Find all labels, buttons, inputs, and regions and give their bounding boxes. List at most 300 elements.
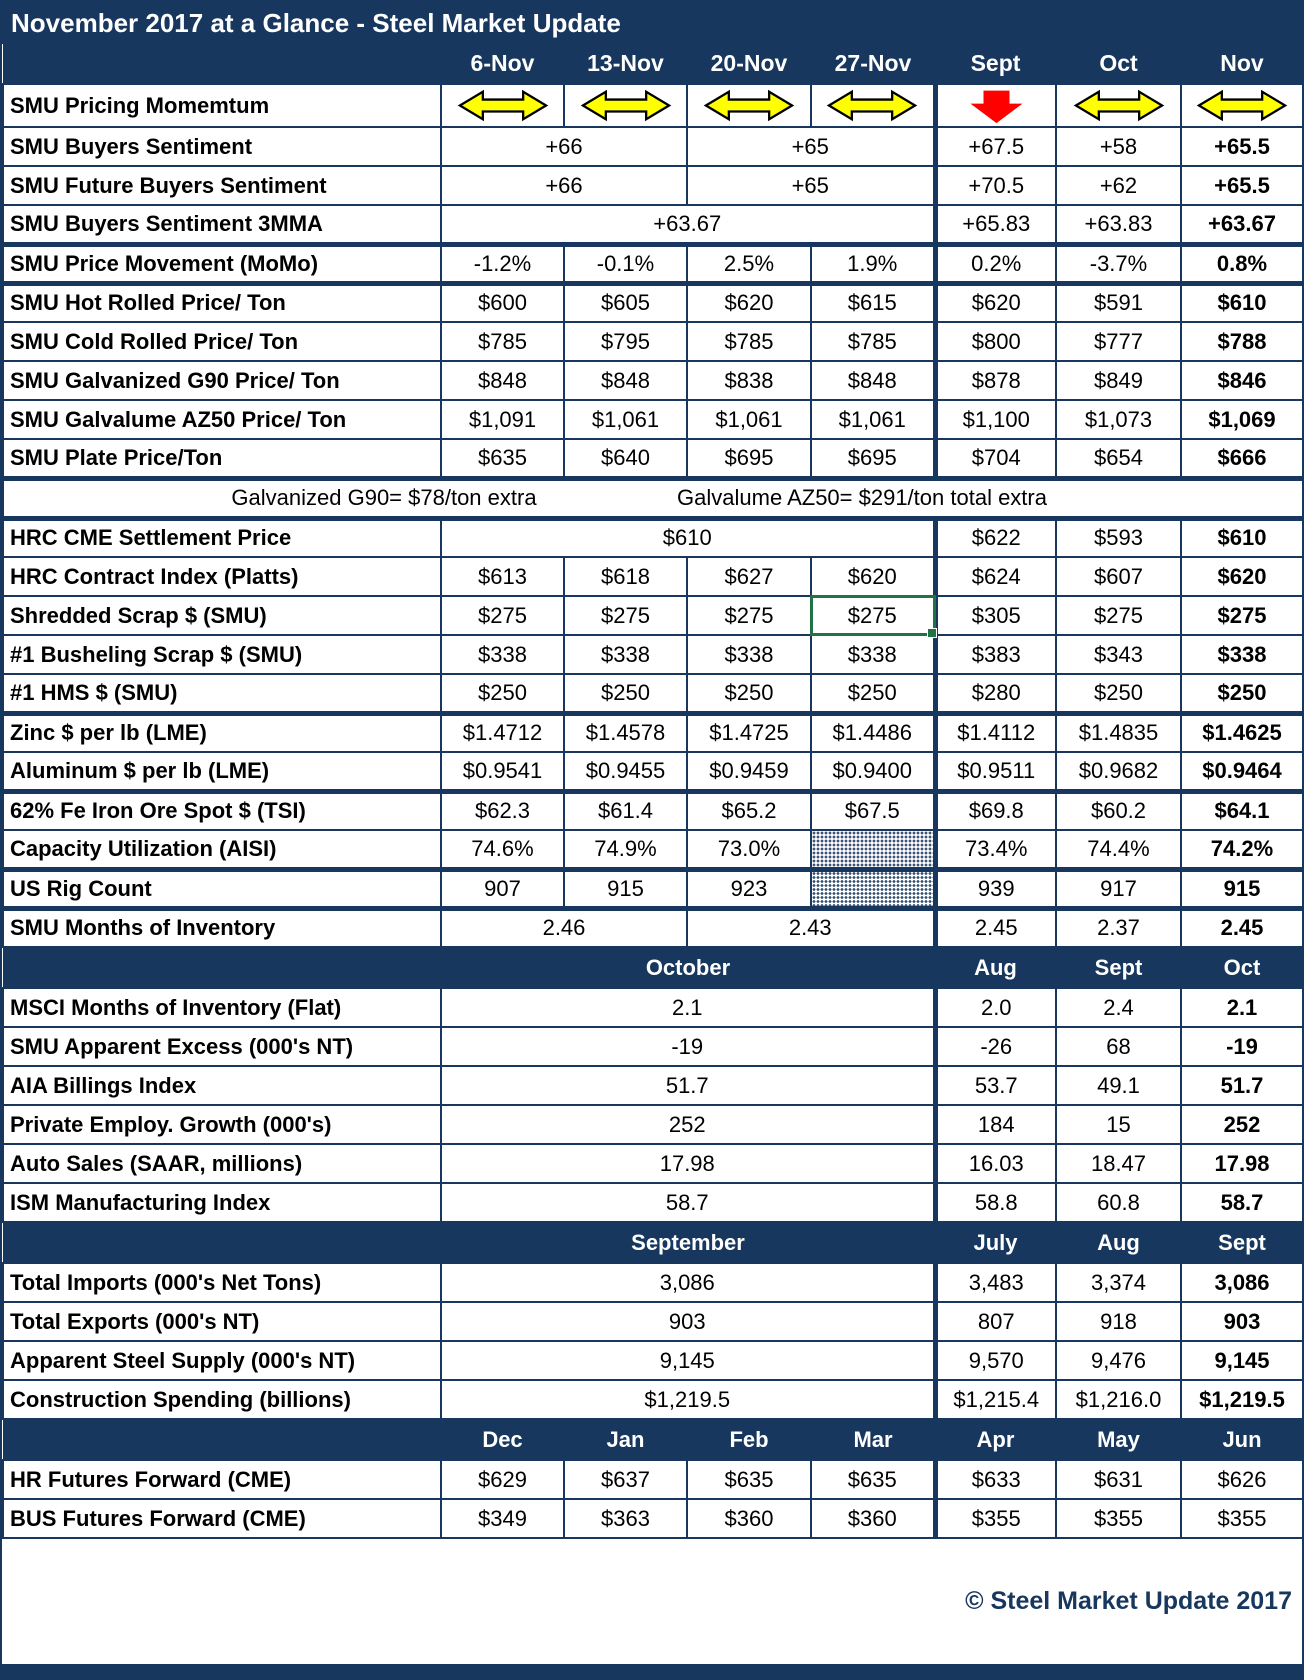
period-header-cell: Mar (811, 1419, 935, 1460)
value-cell[interactable]: $69.8 (935, 791, 1056, 830)
market-table (2, 44, 1304, 1539)
row-label[interactable]: Total Exports (000's NT) (3, 1302, 441, 1341)
value-cell[interactable]: $0.9511 (935, 752, 1056, 791)
flat-arrow-icon (579, 89, 673, 122)
value-cell[interactable]: $67.5 (811, 791, 935, 830)
momentum-cell[interactable] (564, 84, 687, 127)
value-cell[interactable]: $349 (441, 1499, 564, 1538)
down-arrow-icon (968, 86, 1025, 125)
value-cell[interactable]: $635 (811, 1460, 935, 1499)
value-cell[interactable]: 2.1 (1181, 988, 1303, 1027)
value-cell[interactable]: $607 (1056, 557, 1181, 596)
period-header-cell: May (1056, 1419, 1181, 1460)
value-cell[interactable]: +66 (441, 127, 687, 166)
value-cell[interactable]: $695 (811, 439, 935, 478)
row-label[interactable]: SMU Galvalume AZ50 Price/ Ton (3, 400, 441, 439)
extras-note-cell[interactable] (3, 478, 1303, 518)
period-header-blank-cell (3, 1419, 441, 1460)
value-cell[interactable]: $355 (1181, 1499, 1303, 1538)
value-cell[interactable]: +66 (441, 166, 687, 205)
value-cell[interactable]: $338 (687, 635, 811, 674)
period-header-cell: Aug (1056, 1222, 1181, 1263)
value-cell[interactable]: 184 (935, 1105, 1056, 1144)
value-cell[interactable]: $605 (564, 283, 687, 322)
value-cell[interactable]: 907 (441, 869, 564, 908)
value-cell[interactable]: 68 (1056, 1027, 1181, 1066)
period-header-cell: Dec (441, 1419, 564, 1460)
value-cell[interactable]: 939 (935, 869, 1056, 908)
value-cell[interactable]: $275 (441, 596, 564, 635)
value-cell[interactable]: $1.4578 (564, 713, 687, 752)
period-header-cell: Feb (687, 1419, 811, 1460)
value-cell[interactable]: 0.2% (935, 244, 1056, 283)
value-cell[interactable]: 3,483 (935, 1263, 1056, 1302)
value-cell[interactable]: $620 (935, 283, 1056, 322)
value-cell[interactable]: 903 (441, 1302, 935, 1341)
no-data-hatched-cell[interactable] (811, 869, 935, 908)
value-cell[interactable]: 9,570 (935, 1341, 1056, 1380)
row-label[interactable]: #1 Busheling Scrap $ (SMU) (3, 635, 441, 674)
value-cell[interactable]: $280 (935, 674, 1056, 713)
value-cell[interactable]: $275 (1181, 596, 1303, 635)
value-cell[interactable]: +67.5 (935, 127, 1056, 166)
period-header-cell: Jan (564, 1419, 687, 1460)
value-cell[interactable]: $610 (441, 518, 935, 557)
value-cell[interactable]: 3,086 (441, 1263, 935, 1302)
table-row (3, 596, 1303, 635)
value-cell[interactable]: 252 (441, 1105, 935, 1144)
value-cell[interactable]: 49.1 (1056, 1066, 1181, 1105)
period-header-blank-cell (3, 1222, 441, 1263)
value-cell[interactable]: $0.9400 (811, 752, 935, 791)
value-cell[interactable]: 9,145 (1181, 1341, 1303, 1380)
value-cell[interactable]: $1,219.5 (1181, 1380, 1303, 1419)
table-row (3, 908, 1303, 947)
row-label[interactable]: MSCI Months of Inventory (Flat) (3, 988, 441, 1027)
row-label[interactable]: SMU Future Buyers Sentiment (3, 166, 441, 205)
value-cell[interactable]: $666 (1181, 439, 1303, 478)
table-row (3, 1460, 1303, 1499)
flat-arrow-icon (825, 89, 919, 122)
value-cell[interactable]: +65.5 (1181, 166, 1303, 205)
value-cell[interactable]: +65 (687, 166, 935, 205)
value-cell[interactable]: -19 (1181, 1027, 1303, 1066)
row-label[interactable]: SMU Cold Rolled Price/ Ton (3, 322, 441, 361)
value-cell[interactable]: 2.43 (687, 908, 935, 947)
momentum-cell[interactable] (935, 84, 1056, 127)
value-cell[interactable]: 0.8% (1181, 244, 1303, 283)
value-cell[interactable]: +63.67 (1181, 205, 1303, 244)
table-row (3, 830, 1303, 869)
value-cell[interactable]: $1,061 (811, 400, 935, 439)
row-label[interactable]: HR Futures Forward (CME) (3, 1460, 441, 1499)
column-header: 13-Nov (564, 44, 687, 84)
value-cell[interactable]: $785 (441, 322, 564, 361)
period-header-cell: Aug (935, 947, 1056, 988)
row-label[interactable]: Construction Spending (billions) (3, 1380, 441, 1419)
value-cell[interactable]: 1.9% (811, 244, 935, 283)
value-cell[interactable]: $360 (811, 1499, 935, 1538)
row-label[interactable]: SMU Pricing Momemtum (3, 84, 441, 127)
period-header-cell: Sept (1056, 947, 1181, 988)
period-header-cell: Apr (935, 1419, 1056, 1460)
row-label[interactable]: SMU Plate Price/Ton (3, 439, 441, 478)
row-label[interactable]: Aluminum $ per lb (LME) (3, 752, 441, 791)
value-cell[interactable]: $1.4835 (1056, 713, 1181, 752)
value-cell[interactable]: $250 (1181, 674, 1303, 713)
value-cell[interactable]: 2.45 (935, 908, 1056, 947)
column-header-row (3, 44, 1303, 84)
value-cell[interactable]: $250 (1056, 674, 1181, 713)
value-cell[interactable]: $640 (564, 439, 687, 478)
value-cell[interactable]: 917 (1056, 869, 1181, 908)
period-header-row (3, 947, 1303, 988)
value-cell[interactable]: +63.67 (441, 205, 935, 244)
value-cell[interactable]: 9,145 (441, 1341, 935, 1380)
period-header-cell: Sept (1181, 1222, 1303, 1263)
row-label[interactable]: ISM Manufacturing Index (3, 1183, 441, 1222)
value-cell[interactable]: 73.0% (687, 830, 811, 869)
value-cell[interactable]: 9,476 (1056, 1341, 1181, 1380)
row-label[interactable]: Shredded Scrap $ (SMU) (3, 596, 441, 635)
value-cell[interactable]: $613 (441, 557, 564, 596)
row-label[interactable]: SMU Apparent Excess (000's NT) (3, 1027, 441, 1066)
value-cell[interactable]: $363 (564, 1499, 687, 1538)
value-cell[interactable]: $1.4725 (687, 713, 811, 752)
value-cell[interactable]: $343 (1056, 635, 1181, 674)
value-cell[interactable]: $620 (687, 283, 811, 322)
value-cell[interactable]: $338 (564, 635, 687, 674)
row-label[interactable]: SMU Buyers Sentiment (3, 127, 441, 166)
value-cell[interactable]: 18.47 (1056, 1144, 1181, 1183)
table-row (3, 1066, 1303, 1105)
table-row (3, 1380, 1303, 1419)
table-row (3, 84, 1303, 127)
value-cell[interactable]: $785 (687, 322, 811, 361)
value-cell[interactable]: $800 (935, 322, 1056, 361)
value-cell[interactable]: 903 (1181, 1302, 1303, 1341)
momentum-cell[interactable] (1181, 84, 1303, 127)
period-header-blank-cell (3, 947, 441, 988)
row-label[interactable]: SMU Hot Rolled Price/ Ton (3, 283, 441, 322)
value-cell[interactable]: $275 (687, 596, 811, 635)
table-row (3, 988, 1303, 1027)
table-row (3, 205, 1303, 244)
value-cell[interactable]: $878 (935, 361, 1056, 400)
value-cell[interactable]: 15 (1056, 1105, 1181, 1144)
value-cell[interactable]: $250 (564, 674, 687, 713)
table-row (3, 674, 1303, 713)
value-cell[interactable]: 51.7 (441, 1066, 935, 1105)
value-cell[interactable]: 2.37 (1056, 908, 1181, 947)
value-cell[interactable]: $620 (811, 557, 935, 596)
table-row (3, 1263, 1303, 1302)
table-row (3, 791, 1303, 830)
value-cell[interactable]: $848 (441, 361, 564, 400)
value-cell[interactable]: $627 (687, 557, 811, 596)
value-cell[interactable]: $275 (564, 596, 687, 635)
value-cell[interactable]: $65.2 (687, 791, 811, 830)
table-row (3, 713, 1303, 752)
value-cell[interactable]: $795 (564, 322, 687, 361)
row-label[interactable]: US Rig Count (3, 869, 441, 908)
period-header-row (3, 1222, 1303, 1263)
value-cell[interactable]: 3,374 (1056, 1263, 1181, 1302)
value-cell[interactable]: $0.9682 (1056, 752, 1181, 791)
value-cell[interactable]: $849 (1056, 361, 1181, 400)
row-label[interactable]: #1 HMS $ (SMU) (3, 674, 441, 713)
value-cell[interactable]: $338 (441, 635, 564, 674)
value-cell[interactable]: 918 (1056, 1302, 1181, 1341)
value-cell[interactable]: $610 (1181, 283, 1303, 322)
value-cell[interactable]: $338 (811, 635, 935, 674)
period-header-cell: September (441, 1222, 935, 1263)
value-cell[interactable]: +62 (1056, 166, 1181, 205)
table-row (3, 322, 1303, 361)
value-cell[interactable]: 17.98 (441, 1144, 935, 1183)
value-cell[interactable]: +65 (687, 127, 935, 166)
no-data-hatched-cell[interactable] (811, 830, 935, 869)
value-cell[interactable]: $848 (564, 361, 687, 400)
value-cell[interactable]: 2.45 (1181, 908, 1303, 947)
value-cell[interactable]: $250 (687, 674, 811, 713)
momentum-cell[interactable] (1056, 84, 1181, 127)
flat-arrow-icon (456, 89, 550, 122)
value-cell[interactable]: $275 (811, 596, 935, 635)
table-row (3, 557, 1303, 596)
table-row (3, 869, 1303, 908)
value-cell[interactable]: $360 (687, 1499, 811, 1538)
value-cell[interactable]: $0.9455 (564, 752, 687, 791)
value-cell[interactable]: $785 (811, 322, 935, 361)
row-label[interactable]: SMU Months of Inventory (3, 908, 441, 947)
value-cell[interactable]: 58.8 (935, 1183, 1056, 1222)
column-header: Nov (1181, 44, 1303, 84)
value-cell[interactable]: 915 (564, 869, 687, 908)
value-cell[interactable]: $695 (687, 439, 811, 478)
value-cell[interactable]: $846 (1181, 361, 1303, 400)
period-header-cell: July (935, 1222, 1056, 1263)
page-title: November 2017 at a Glance - Steel Market Update (2, 2, 1302, 44)
value-cell[interactable]: 2.46 (441, 908, 687, 947)
row-label[interactable]: SMU Buyers Sentiment 3MMA (3, 205, 441, 244)
value-cell[interactable]: 915 (1181, 869, 1303, 908)
column-header: 27-Nov (811, 44, 935, 84)
value-cell[interactable]: 923 (687, 869, 811, 908)
value-cell[interactable]: $0.9541 (441, 752, 564, 791)
value-cell[interactable]: $631 (1056, 1460, 1181, 1499)
table-row (3, 518, 1303, 557)
flat-arrow-icon (702, 89, 796, 122)
table-row (3, 1341, 1303, 1380)
value-cell[interactable]: $62.3 (441, 791, 564, 830)
row-label[interactable]: Auto Sales (SAAR, millions) (3, 1144, 441, 1183)
value-cell[interactable]: $1,219.5 (441, 1380, 935, 1419)
row-label[interactable]: Capacity Utilization (AISI) (3, 830, 441, 869)
value-cell[interactable]: $338 (1181, 635, 1303, 674)
column-header: 20-Nov (687, 44, 811, 84)
value-cell[interactable]: -26 (935, 1027, 1056, 1066)
value-cell[interactable]: $1.4712 (441, 713, 564, 752)
row-label[interactable]: BUS Futures Forward (CME) (3, 1499, 441, 1538)
value-cell[interactable]: $615 (811, 283, 935, 322)
galvanized-extra-note: Galvanized G90= $78/ton extra (231, 485, 537, 510)
momentum-cell[interactable] (687, 84, 811, 127)
period-header-row (3, 1419, 1303, 1460)
value-cell[interactable]: -1.2% (441, 244, 564, 283)
table-row (3, 166, 1303, 205)
value-cell[interactable]: 16.03 (935, 1144, 1056, 1183)
value-cell[interactable]: $620 (1181, 557, 1303, 596)
value-cell[interactable]: $1,100 (935, 400, 1056, 439)
value-cell[interactable]: $1,061 (687, 400, 811, 439)
value-cell[interactable]: 2.4 (1056, 988, 1181, 1027)
value-cell[interactable]: +63.83 (1056, 205, 1181, 244)
table-row (3, 1027, 1303, 1066)
value-cell[interactable]: -19 (441, 1027, 935, 1066)
note-row (3, 478, 1303, 518)
value-cell[interactable]: $635 (441, 439, 564, 478)
table-row (3, 127, 1303, 166)
value-cell[interactable]: 60.8 (1056, 1183, 1181, 1222)
value-cell[interactable]: $1.4112 (935, 713, 1056, 752)
value-cell[interactable]: $250 (811, 674, 935, 713)
period-header-cell: Jun (1181, 1419, 1303, 1460)
value-cell[interactable]: 74.4% (1056, 830, 1181, 869)
value-cell[interactable]: $0.9464 (1181, 752, 1303, 791)
value-cell[interactable]: $600 (441, 283, 564, 322)
footer (2, 1539, 1302, 1664)
corner-cell (3, 44, 441, 84)
value-cell[interactable]: +65.5 (1181, 127, 1303, 166)
value-cell[interactable]: $629 (441, 1460, 564, 1499)
copyright-text: © Steel Market Update 2017 (965, 1587, 1292, 1615)
value-cell[interactable]: $591 (1056, 283, 1181, 322)
value-cell[interactable]: $633 (935, 1460, 1056, 1499)
value-cell[interactable]: $383 (935, 635, 1056, 674)
table-row (3, 1144, 1303, 1183)
table-row (3, 439, 1303, 478)
value-cell[interactable]: $1,215.4 (935, 1380, 1056, 1419)
momentum-cell[interactable] (441, 84, 564, 127)
value-cell[interactable]: $1,091 (441, 400, 564, 439)
value-cell[interactable]: $704 (935, 439, 1056, 478)
value-cell[interactable]: $1.4486 (811, 713, 935, 752)
value-cell[interactable]: $637 (564, 1460, 687, 1499)
value-cell[interactable]: $1,061 (564, 400, 687, 439)
value-cell[interactable]: $0.9459 (687, 752, 811, 791)
period-header-cell: October (441, 947, 935, 988)
value-cell[interactable]: $355 (1056, 1499, 1181, 1538)
table-row (3, 1302, 1303, 1341)
value-cell[interactable]: $626 (1181, 1460, 1303, 1499)
value-cell[interactable]: $61.4 (564, 791, 687, 830)
value-cell[interactable]: +58 (1056, 127, 1181, 166)
row-label[interactable]: AIA Billings Index (3, 1066, 441, 1105)
value-cell[interactable]: 2.1 (441, 988, 935, 1027)
table-row (3, 635, 1303, 674)
value-cell[interactable]: 252 (1181, 1105, 1303, 1144)
galvalume-extra-note: Galvalume AZ50= $291/ton total extra (677, 485, 1047, 510)
table-row (3, 361, 1303, 400)
value-cell[interactable]: 74.9% (564, 830, 687, 869)
value-cell[interactable]: 807 (935, 1302, 1056, 1341)
value-cell[interactable]: +65.83 (935, 205, 1056, 244)
value-cell[interactable]: $788 (1181, 322, 1303, 361)
value-cell[interactable]: $635 (687, 1460, 811, 1499)
value-cell[interactable]: 58.7 (1181, 1183, 1303, 1222)
column-header: Sept (935, 44, 1056, 84)
value-cell[interactable]: $250 (441, 674, 564, 713)
flat-arrow-icon (1195, 89, 1289, 122)
value-cell[interactable]: $1,069 (1181, 400, 1303, 439)
value-cell[interactable]: +70.5 (935, 166, 1056, 205)
column-header: Oct (1056, 44, 1181, 84)
table-row (3, 1499, 1303, 1538)
row-label[interactable]: HRC Contract Index (Platts) (3, 557, 441, 596)
value-cell[interactable]: 17.98 (1181, 1144, 1303, 1183)
value-cell[interactable]: $777 (1056, 322, 1181, 361)
value-cell[interactable]: -0.1% (564, 244, 687, 283)
row-label[interactable]: Apparent Steel Supply (000's NT) (3, 1341, 441, 1380)
value-cell[interactable]: $618 (564, 557, 687, 596)
value-cell[interactable]: 53.7 (935, 1066, 1056, 1105)
bottom-strip (2, 1664, 1302, 1678)
value-cell[interactable]: $1,216.0 (1056, 1380, 1181, 1419)
row-label[interactable]: Zinc $ per lb (LME) (3, 713, 441, 752)
value-cell[interactable]: $60.2 (1056, 791, 1181, 830)
table-row (3, 1183, 1303, 1222)
value-cell[interactable]: $610 (1181, 518, 1303, 557)
value-cell[interactable]: $624 (935, 557, 1056, 596)
value-cell[interactable]: 58.7 (441, 1183, 935, 1222)
value-cell[interactable]: 74.2% (1181, 830, 1303, 869)
value-cell[interactable]: -3.7% (1056, 244, 1181, 283)
value-cell[interactable]: 51.7 (1181, 1066, 1303, 1105)
table-row (3, 244, 1303, 283)
value-cell[interactable]: $622 (935, 518, 1056, 557)
value-cell[interactable]: $275 (1056, 596, 1181, 635)
value-cell[interactable]: $1,073 (1056, 400, 1181, 439)
period-header-cell: Oct (1181, 947, 1303, 988)
row-label[interactable]: SMU Galvanized G90 Price/ Ton (3, 361, 441, 400)
value-cell[interactable]: 73.4% (935, 830, 1056, 869)
value-cell[interactable]: 2.5% (687, 244, 811, 283)
value-cell[interactable]: $1.4625 (1181, 713, 1303, 752)
value-cell[interactable]: 74.6% (441, 830, 564, 869)
table-row (3, 283, 1303, 322)
value-cell[interactable]: $355 (935, 1499, 1056, 1538)
value-cell[interactable]: $848 (811, 361, 935, 400)
row-label[interactable]: SMU Price Movement (MoMo) (3, 244, 441, 283)
value-cell[interactable]: $654 (1056, 439, 1181, 478)
row-label[interactable]: HRC CME Settlement Price (3, 518, 441, 557)
row-label[interactable]: Private Employ. Growth (000's) (3, 1105, 441, 1144)
value-cell[interactable]: $838 (687, 361, 811, 400)
table-row (3, 400, 1303, 439)
flat-arrow-icon (1072, 89, 1166, 122)
momentum-cell[interactable] (811, 84, 935, 127)
column-header: 6-Nov (441, 44, 564, 84)
row-label[interactable]: 62% Fe Iron Ore Spot $ (TSI) (3, 791, 441, 830)
value-cell[interactable]: $305 (935, 596, 1056, 635)
value-cell[interactable]: $64.1 (1181, 791, 1303, 830)
table-row (3, 752, 1303, 791)
row-label[interactable]: Total Imports (000's Net Tons) (3, 1263, 441, 1302)
value-cell[interactable]: $593 (1056, 518, 1181, 557)
value-cell[interactable]: 2.0 (935, 988, 1056, 1027)
value-cell[interactable]: 3,086 (1181, 1263, 1303, 1302)
